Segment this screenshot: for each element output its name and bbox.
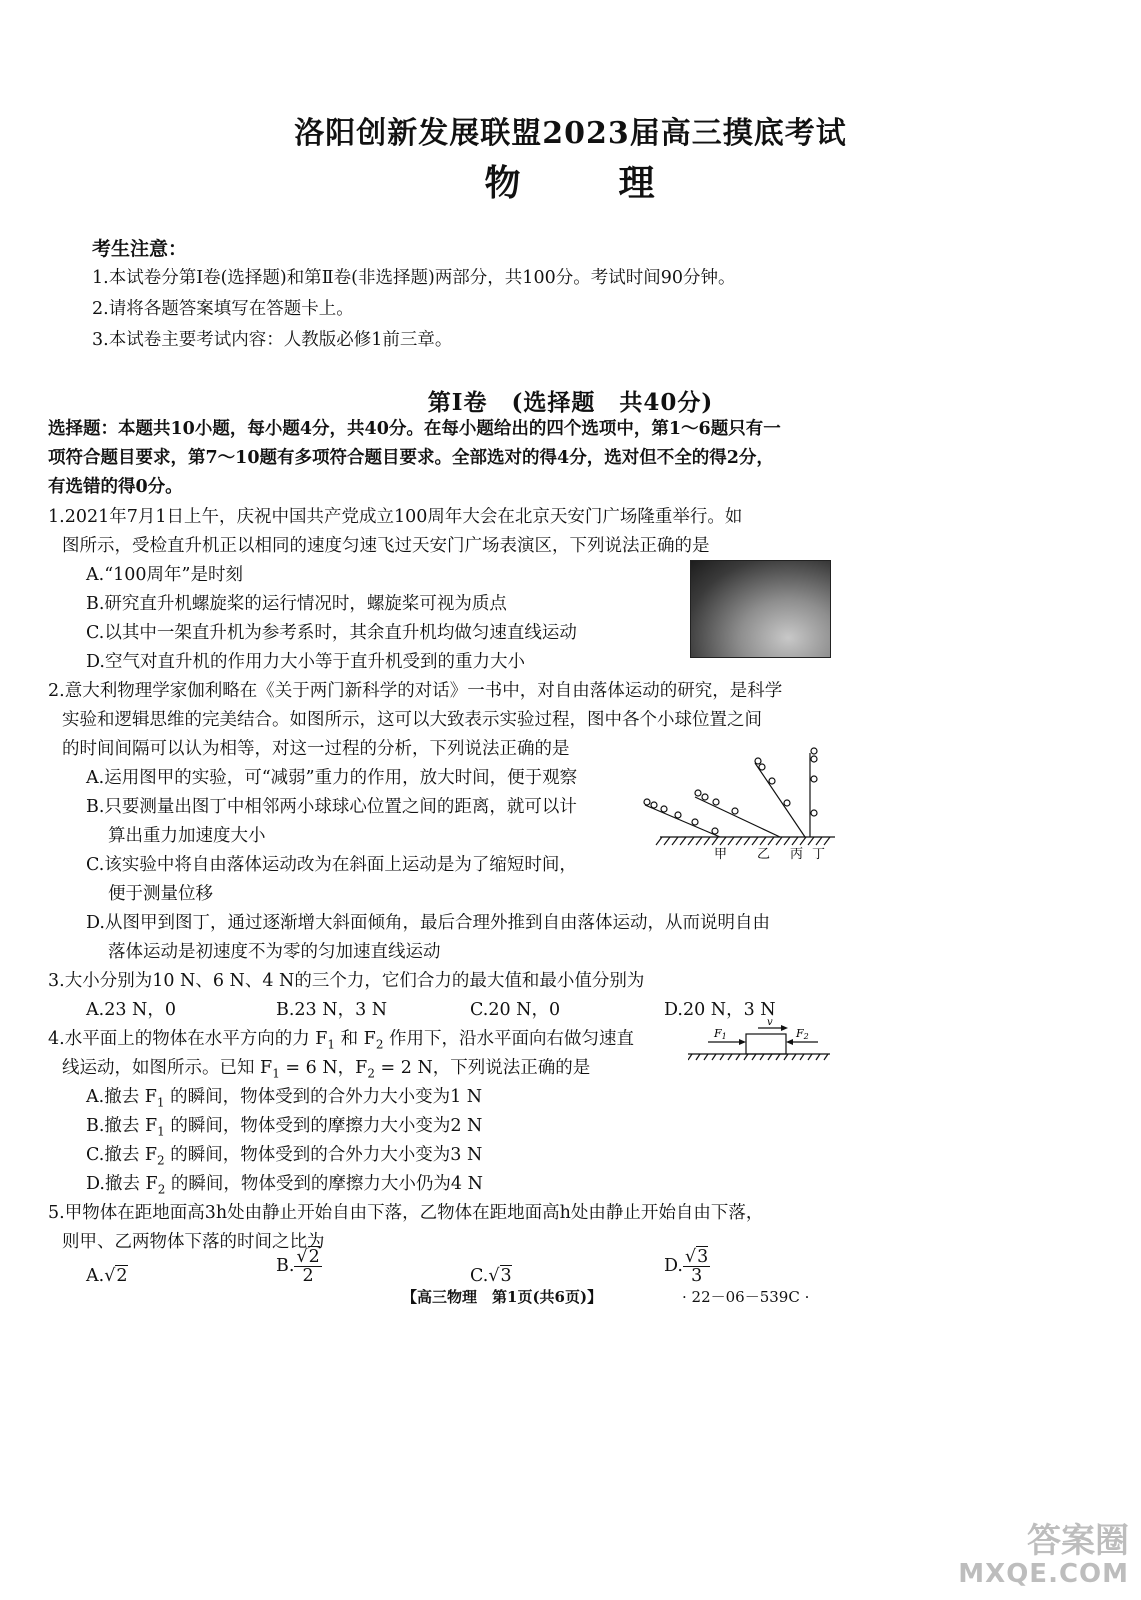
fig-label-bing: 丙 [790,847,804,862]
incline-yi [695,797,780,837]
fig-label-v: v [767,1018,773,1028]
q4-option-a: A.撤去 $F_1$ 的瞬间，物体受到的合外力大小变为1 N [86,1087,483,1110]
q1-option-b: B.研究直升机螺旋桨的运行情况时，螺旋桨可视为质点 [86,594,507,614]
q5-option-a: A.√2 [86,1266,128,1286]
section-instruction: 选择题：本题共10小题，每小题4分，共40分。在每小题给出的四个选项中，第1～6题只有一 [48,419,781,439]
q5-option-c: C.√3 [470,1266,512,1286]
block-force-figure [688,1018,833,1066]
notice-heading: 考生注意： [92,238,188,260]
q4-stem: 4.水平面上的物体在水平方向的力 $F_1$ 和 $F_2$ 作用下，沿水平面向右做匀速直 [48,1029,635,1052]
q4-stem: 线运动，如图所示。已知 $F_1 = 6$ N，$F_2 = 2$ N，下列说法正确的是 [62,1058,591,1081]
q2-stem: 的时间间隔可以认为相等，对这一过程的分析，下列说法正确的是 [62,739,570,759]
q1-option-d: D.空气对直升机的作用力大小等于直升机受到的重力大小 [86,652,525,672]
q3-stem: 3.大小分别为10 N、6 N、4 N的三个力，它们合力的最大值和最小值分别为 [48,971,645,991]
q5-stem: 则甲、乙两物体下落的时间之比为 [62,1232,325,1252]
q2-option-c-cont: 便于测量位移 [108,884,213,904]
watermark-logo: 答案圈 [1027,1521,1129,1561]
q2-option-a: A.运用图甲的实验，可“减弱”重力的作用，放大时间，便于观察 [86,768,578,788]
watermark-url: MXQE.COM [958,1559,1129,1589]
notice-item: 2.请将各题答案填写在答题卡上。 [92,299,354,319]
subject-char-2: 理 [618,162,657,204]
q2-option-c: C.该实验中将自由落体运动改为在斜面上运动是为了缩短时间， [86,855,577,875]
q4-option-d: D.撤去 $F_2$ 的瞬间，物体受到的摩擦力大小仍为4 N [86,1174,483,1197]
incline-bing [755,763,805,837]
watermark [958,1522,1129,1588]
q5-option-b: B. $\frac{√2}{2}$ [276,1247,320,1286]
subject-title [0,155,1141,206]
q2-option-b-cont: 算出重力加速度大小 [108,826,266,846]
q2-option-d-cont: 落体运动是初速度不为零的匀加速直线运动 [108,942,441,962]
q2-stem: 实验和逻辑思维的完美结合。如图所示，这可以大致表示实验过程，图中各个小球位置之间 [62,710,762,730]
fig-label-f2: F2 [796,1027,809,1041]
q1-stem: 图所示，受检直升机正以相同的速度匀速飞过天安门广场表演区，下列说法正确的是 [62,536,710,556]
helicopter-photo [690,560,831,658]
q1-stem: 1.2021年7月1日上午，庆祝中国共产党成立100周年大会在北京天安门广场隆重举行。如 [48,507,743,527]
q2-option-b: B.只要测量出图丁中相邻两小球球心位置之间的距离，就可以计 [86,797,577,817]
q3-option-c: C.20 N，0 [470,1000,561,1020]
q3-option-b: B.23 N，3 N [276,1000,388,1020]
notice-item: 1.本试卷分第Ⅰ卷(选择题)和第Ⅱ卷(非选择题)两部分，共100分。考试时间90分钟。 [92,268,736,288]
footer-page: 【高三物理 第1页(共6页)】 [402,1288,603,1306]
notice-item: 3.本试卷主要考试内容：人教版必修1前三章。 [92,330,453,350]
q5-option-d: D. $\frac{√3}{3}$ [664,1247,709,1286]
q3-option-a: A.23 N，0 [86,1000,176,1020]
fig-label-f1: F1 [714,1027,727,1041]
block [746,1034,786,1054]
q2-option-d: D.从图甲到图丁，通过逐渐增大斜面倾角，最后合理外推到自由落体运动，从而说明自由 [86,913,770,933]
q1-option-a: A.“100周年”是时刻 [86,565,243,585]
q2-stem: 2.意大利物理学家伽利略在《关于两门新科学的对话》一书中，对自由落体运动的研究，是科学 [48,681,783,701]
section-instruction: 项符合题目要求，第7～10题有多项符合题目要求。全部选对的得4分，选对但不全的得2分， [48,448,774,468]
incline-jia [645,805,720,837]
q1-option-c: C.以其中一架直升机为参考系时，其余直升机均做匀速直线运动 [86,623,577,643]
subject-char-1: 物 [484,162,523,204]
q4-option-c: C.撤去 $F_2$ 的瞬间，物体受到的合外力大小变为3 N [86,1145,483,1168]
fig-label-yi: 乙 [757,847,771,862]
q3-option-d: D.20 N，3 N [664,1000,776,1020]
q4-option-b: B.撤去 $F_1$ 的瞬间，物体受到的摩擦力大小变为2 N [86,1116,483,1139]
fig-label-ding: 丁 [812,847,826,862]
exam-title: 洛阳创新发展联盟2023届高三摸底考试 [294,116,847,151]
q5-stem: 5.甲物体在距地面高3h处由静止开始自由下落，乙物体在距地面高h处由静止开始自由下落， [48,1203,764,1223]
section-title: 第Ⅰ卷 (选择题 共40分) [427,389,714,416]
section-instruction: 有选错的得0分。 [48,477,183,497]
galileo-figure [640,745,840,865]
fig-label-jia: 甲 [714,847,728,862]
footer-code: · 22－06－539C · [682,1288,810,1306]
